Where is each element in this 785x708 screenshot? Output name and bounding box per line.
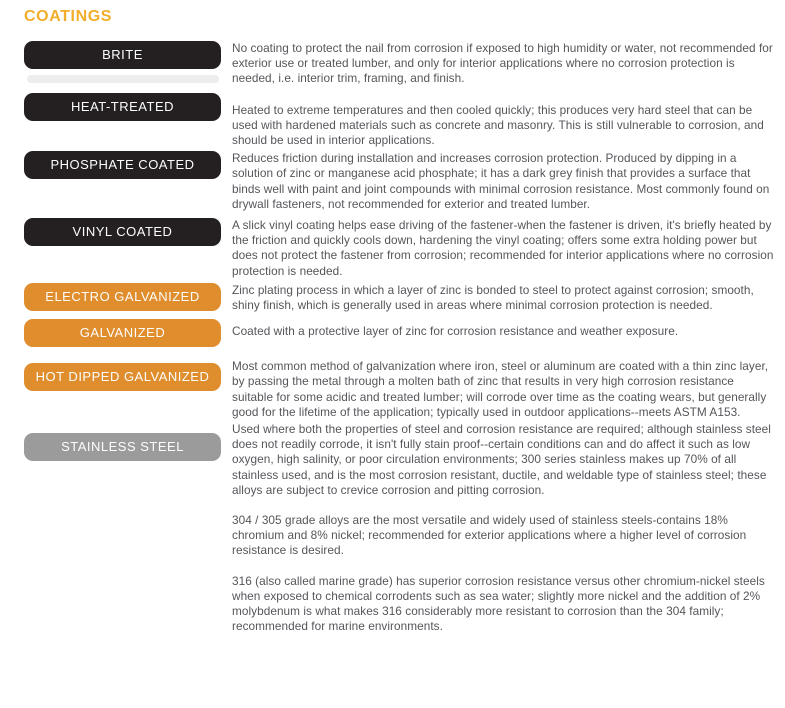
coating-description <box>232 103 775 149</box>
description-text: Zinc plating process in which a layer of zinc is bonded to steel to protect against corrosion; smooth, shiny finish, which is generally used in areas where minimal corrosion protection is needed. <box>232 282 754 313</box>
badge-brite: BRITE <box>24 41 221 69</box>
coating-description <box>232 283 775 313</box>
coating-description <box>232 151 775 212</box>
description-text: No coating to protect the nail from corrosion if exposed to high humidity or water, not recommended for exterior use or treated lumber, and only for interior applications where no corrosion protection is needed, i.e. interior trim, framing, and finish. <box>232 41 773 86</box>
description-text: 316 (also called marine grade) has superior corrosion resistance versus other chromium-nickel steels when exposed to chemical corrodents such as sea water; slightly more nickel and the addition of 2% molybdenum is what makes 316 considerably more resistant to corrosion than the 304 family; recommended for marine environments. <box>232 573 765 634</box>
badge-column <box>24 324 221 347</box>
coating-description <box>232 324 775 339</box>
coating-row-brite <box>24 41 775 87</box>
page-title: COATINGS <box>24 8 113 25</box>
coating-row-hot-dipped-galvanized <box>24 359 775 420</box>
description-text: Heated to extreme temperatures and then cooled quickly; this produces very hard steel that can be used with hardened materials such as concrete and masonry. This is still vulnerable to corrosion, and should be used in interior applications. <box>232 102 764 148</box>
description-text: Reduces friction during installation and increases corrosion protection. Produced by dipping in a solution of zinc or manganese acid phosphate; it has a dark grey finish that provides a surface that binds well with paint and joint compounds with minimal corrosion resistance. Most commonly found on drywall fasteners, not recommended for exterior and treated lumber. <box>232 151 770 211</box>
badge-hot-dipped-galvanized: HOT DIPPED GALVANIZED <box>24 363 221 391</box>
coating-row-stainless-steel <box>24 422 775 634</box>
badge-column <box>24 151 221 179</box>
description-text: 304 / 305 grade alloys are the most versatile and widely used of stainless steels-contains 18% chromium and 8% nickel; recommended for exterior applications where a higher level of corrosion resistance is desired. <box>232 513 747 558</box>
badge-phosphate-coated: PHOSPHATE COATED <box>24 151 221 179</box>
coating-row-electro-galvanized <box>24 283 775 313</box>
badge-column <box>24 218 221 246</box>
description-text: Most common method of galvanization where iron, steel or aluminum are coated with a thin zinc layer, by passing the metal through a molten bath of zinc that results in very high corrosion resistance suitable for some acidic and treated lumber; will corrode over time as the coating wears, but generally good for the lifetime of the application; typically used in outdoor applications--meets ASTM A153. <box>232 359 769 419</box>
badge-vinyl-coated: VINYL COATED <box>24 218 221 246</box>
badge-electro-galvanized: ELECTRO GALVANIZED <box>24 283 221 311</box>
description-text: Used where both the properties of steel and corrosion resistance are required; although stainless steel does not readily corrode, it isn't fully stain proof--certain conditions can and do affect it such as low oxygen, high salinity, or poor circulation environments; 300 series stainless makes up 70% of all stainless used, and is the most corrosion resistant, ductile, and weldable type of stainless steel; these alloys are subject to crevice corrosion and pitting corrosion. <box>232 422 771 497</box>
badge-galvanized: GALVANIZED <box>24 319 221 347</box>
coating-row-galvanized <box>24 324 775 347</box>
badge-heat-treated: HEAT-TREATED <box>24 93 221 121</box>
badge-column <box>24 283 221 311</box>
coating-description <box>232 41 775 87</box>
coating-row-heat-treated <box>24 98 775 149</box>
coating-description <box>232 359 775 420</box>
description-text: Coated with a protective layer of zinc for corrosion resistance and weather exposure. <box>232 324 679 339</box>
badge-column <box>24 359 221 391</box>
coating-row-phosphate-coated <box>24 151 775 212</box>
badge-column <box>24 422 221 461</box>
coating-description <box>232 422 775 634</box>
badge-column <box>24 98 221 121</box>
badge-stainless-steel: STAINLESS STEEL <box>24 433 221 461</box>
badge-column <box>24 41 221 83</box>
coating-description <box>232 218 775 279</box>
ghost-bar-decoration <box>27 75 219 83</box>
description-text: A slick vinyl coating helps ease driving of the fastener-when the fastener is driven, it's briefly heated by the friction and quickly cools down, hardening the vinyl coating; offers some extra holding power but does not protect the fastener from corrosion; recommended for interior applications where no corrosion protection is needed. <box>232 218 774 278</box>
coating-row-vinyl-coated <box>24 218 775 279</box>
